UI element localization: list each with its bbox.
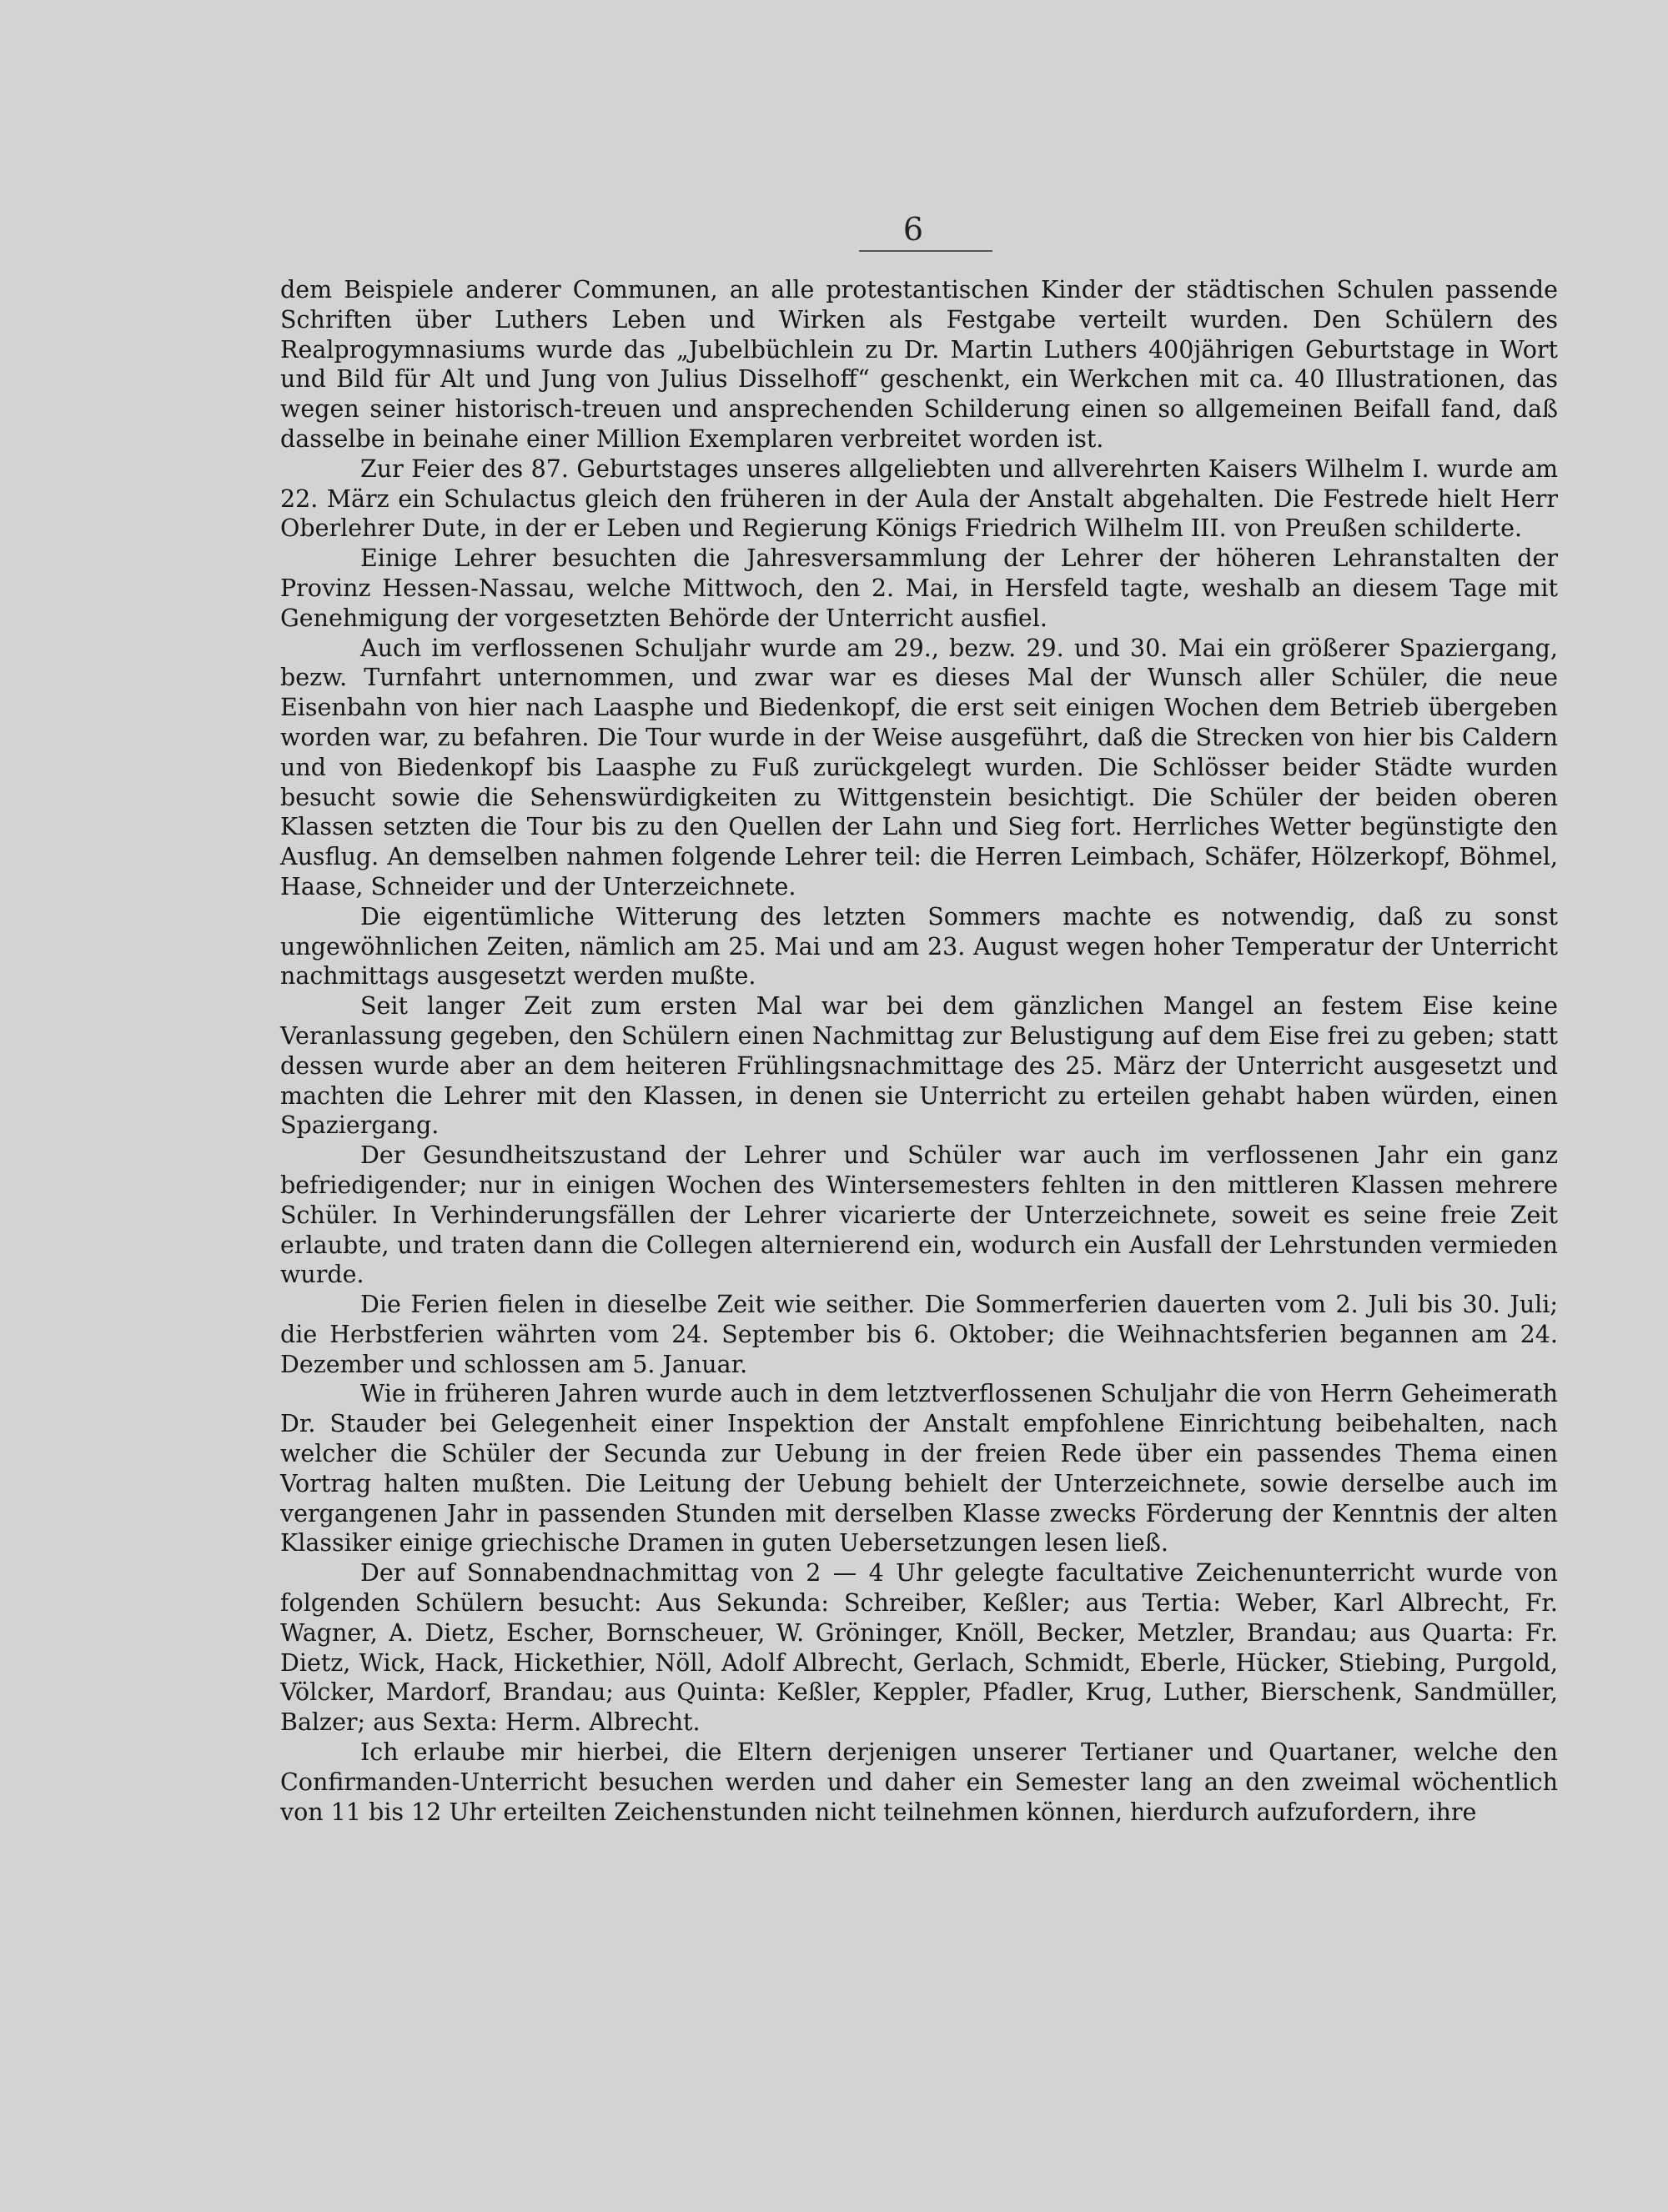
paragraph: Der auf Sonnabendnachmittag von 2 — 4 Uhr gelegte facultative Zeichenunterricht wurde von folgenden Schülern besucht: Aus Sekunda: Schreiber, Keßler; aus Tertia: Weber, Karl Albrecht, Fr. Wagner, A. Dietz, Escher, Bornscheuer, W. Gröninger, Knöll, Becker, Metzler, Brandau; aus Quarta: Fr. Dietz, Wick, Hack, Hickethier, Nöll, Adolf Albrecht, Gerlach, Schmidt, Eberle, Hücker, Stiebing, Purgold, Völcker, Mardorf, Brandau; aus Quinta: Keßler, Keppler, Pfadler, Krug, Luther, Bierschenk, Sandmüller, Balzer; aus Sexta: Herm. Albrecht. — [280, 1559, 1558, 1737]
paragraph: Ich erlaube mir hierbei, die Eltern derjenigen unserer Tertianer und Quartaner, welche den Confirmanden-Unterricht besuchen werden und daher ein Semester lang an den zweimal wöchentlich von 11 bis 12 Uhr erteilten Zeichenstunden nicht teilnehmen können, hierdurch aufzufordern, ihre — [280, 1738, 1558, 1826]
paragraph: Wie in früheren Jahren wurde auch in dem letztverflossenen Schuljahr die von Herrn Geheimerath Dr. Stauder bei Gelegenheit einer Inspektion der Anstalt empfohlene Einrichtung beibehalten, nach welcher die Schüler der Secunda zur Uebung in der freien Rede über ein passendes Thema einen Vortrag halten mußten. Die Leitung der Uebung behielt der Unterzeichnete, sowie derselbe auch im vergangenen Jahr in passenden Stunden mit derselben Klasse zwecks Förderung der Kenntnis der alten Klassiker einige griechische Dramen in guten Uebersetzungen lesen ließ. — [280, 1380, 1558, 1557]
paragraph: Auch im verflossenen Schuljahr wurde am 29., bezw. 29. und 30. Mai ein größerer Spaziergang, bezw. Turnfahrt unternommen, und zwar war es dieses Mal der Wunsch aller Schüler, die neue Eisenbahn von hier nach Laasphe und Biedenkopf, die erst seit einigen Wochen dem Betrieb übergeben worden war, zu befahren. Die Tour wurde in der Weise ausgeführt, daß die Strecken von hier bis Caldern und von Biedenkopf bis Laasphe zu Fuß zurückgelegt wurden. Die Schlösser beider Städte wurden besucht sowie die Sehenswürdigkeiten zu Wittgenstein besichtigt. Die Schüler der beiden oberen Klassen setzten die Tour bis zu den Quellen der Lahn und Sieg fort. Herrliches Wetter begünstigte den Ausflug. An demselben nahmen folgende Lehrer teil: die Herren Leimbach, Schäfer, Hölzerkopf, Böhmel, Haase, Schneider und der Unterzeichnete. — [280, 634, 1558, 900]
body-text — [280, 275, 1558, 1827]
paragraph: Zur Feier des 87. Geburtstages unseres allgeliebten und allverehrten Kaisers Wilhelm I. wurde am 22. März ein Schulactus gleich den früheren in der Aula der Anstalt abgehalten. Die Festrede hielt Herr Oberlehrer Dute, in der er Leben und Regierung Königs Friedrich Wilhelm III. von Preußen schilderte. — [280, 454, 1558, 543]
paragraph: dem Beispiele anderer Communen, an alle protestantischen Kinder der städtischen Schulen passende Schriften über Luthers Leben und Wirken als Festgabe verteilt wurden. Den Schülern des Realprogymnasiums wurde das „Jubelbüchlein zu Dr. Martin Luthers 400jährigen Geburtstage in Wort und Bild für Alt und Jung von Julius Disselhoff“ geschenkt, ein Werkchen mit ca. 40 Illustrationen, das wegen seiner historisch-treuen und ansprechenden Schilderung einen so allgemeinen Beifall fand, daß dasselbe in beinahe einer Million Exemplaren verbreitet worden ist. — [280, 276, 1558, 453]
paragraph: Die eigentümliche Witterung des letzten Sommers machte es notwendig, daß zu sonst ungewöhnlichen Zeiten, nämlich am 25. Mai und am 23. August wegen hoher Temperatur der Unterricht nachmittags ausgesetzt werden mußte. — [280, 902, 1558, 991]
paragraph: Die Ferien fielen in dieselbe Zeit wie seither. Die Sommerferien dauerten vom 2. Juli bis 30. Juli; die Herbstferien währten vom 24. September bis 6. Oktober; die Weihnachtsferien begannen am 24. Dezember und schlossen am 5. Januar. — [280, 1291, 1558, 1378]
paragraph: Einige Lehrer besuchten die Jahresversammlung der Lehrer der höheren Lehranstalten der Provinz Hessen-Nassau, welche Mittwoch, den 2. Mai, in Hersfeld tagte, weshalb an diesem Tage mit Genehmigung der vorgesetzten Behörde der Unterricht ausfiel. — [280, 544, 1558, 632]
paragraph: Seit langer Zeit zum ersten Mal war bei dem gänzlichen Mangel an festem Eise keine Veranlassung gegeben, den Schülern einen Nachmittag zur Belustigung auf dem Eise frei zu geben; statt dessen wurde aber an dem heiteren Frühlingsnachmittage des 25. März der Unterricht ausgesetzt und machten die Lehrer mit den Klassen, in denen sie Unterricht zu erteilen gehabt haben würden, einen Spaziergang. — [280, 992, 1558, 1140]
page-number: 6 — [902, 211, 924, 248]
paragraph: Der Gesundheitszustand der Lehrer und Schüler war auch im verflossenen Jahr ein ganz befriedigender; nur in einigen Wochen des Wintersemesters fehlten in den mittleren Klassen mehrere Schüler. In Verhinderungsfällen der Lehrer vicarierte der Unterzeichnete, soweit es seine freie Zeit erlaubte, und traten dann die Collegen alternierend ein, wodurch ein Ausfall der Lehrstunden vermieden wurde. — [280, 1141, 1558, 1289]
header-rule — [859, 250, 992, 252]
